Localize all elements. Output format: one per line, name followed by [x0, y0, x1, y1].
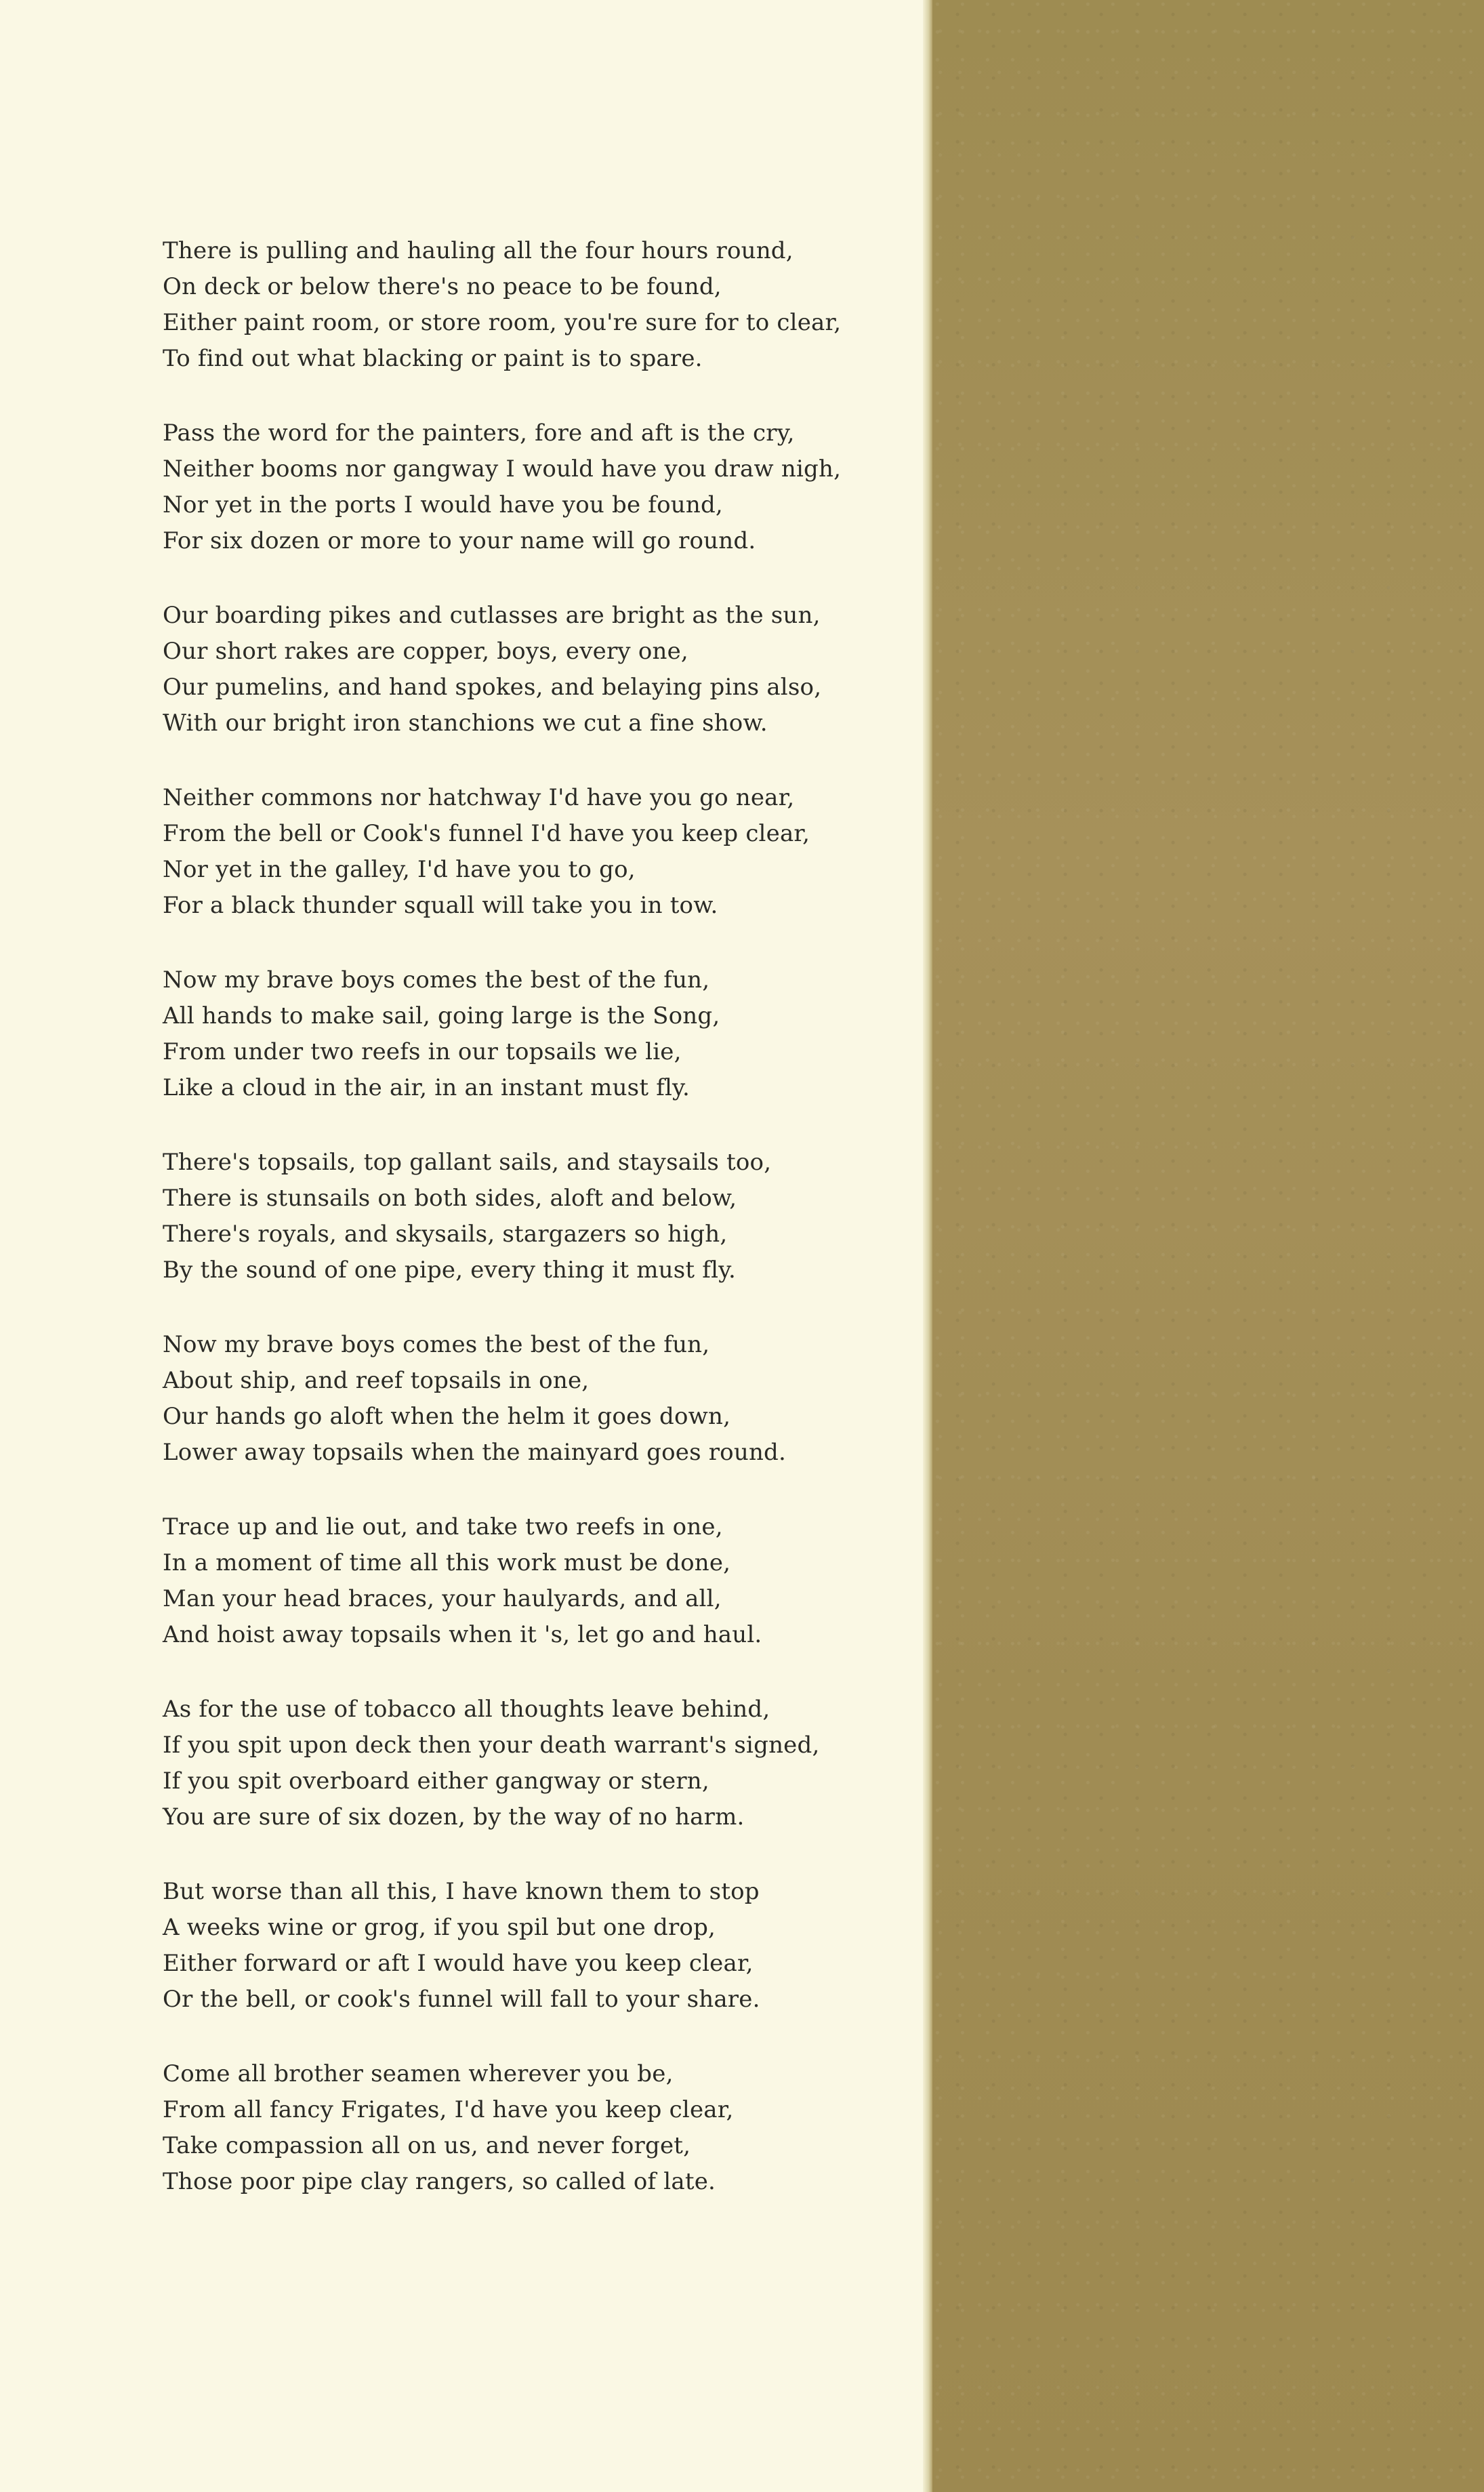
poem-line: Trace up and lie out, and take two reefs in one, [163, 1513, 723, 1540]
stanza [163, 780, 901, 924]
poem-line: If you spit overboard either gangway or stern, [163, 1768, 709, 1795]
poem-line: With our bright iron stanchions we cut a fine show. [163, 710, 768, 737]
stanza [163, 1509, 901, 1653]
poem-line: And hoist away topsails when it 's, let go and haul. [163, 1621, 762, 1648]
book-cover-board [932, 0, 1484, 2492]
poem-line: Man your head braces, your haulyards, and all, [163, 1585, 722, 1612]
stanza [163, 2056, 901, 2200]
poem-line: Our short rakes are copper, boys, every one, [163, 638, 688, 665]
stanza [163, 415, 901, 559]
poem-line: Take compassion all on us, and never forget, [163, 2132, 691, 2159]
poem-line: From the bell or Cook's funnel I'd have you keep clear, [163, 820, 810, 847]
poem-text [163, 233, 901, 2239]
poem-line: Our boarding pikes and cutlasses are bright as the sun, [163, 602, 821, 629]
poem-line: There's royals, and skysails, stargazers so high, [163, 1221, 728, 1248]
poem-line: In a moment of time all this work must be done, [163, 1549, 731, 1576]
stanza [163, 598, 901, 741]
poem-line: About ship, and reef topsails in one, [163, 1367, 590, 1394]
poem-line: Pass the word for the painters, fore and aft is the cry, [163, 420, 795, 447]
poem-line: To find out what blacking or paint is to spare. [163, 345, 703, 372]
page-edge [923, 0, 932, 2492]
poem-line: Nor yet in the galley, I'd have you to go, [163, 856, 636, 883]
poem-line: There's topsails, top gallant sails, and staysails too, [163, 1149, 772, 1176]
poem-line: Come all brother seamen wherever you be, [163, 2060, 674, 2087]
poem-line: Now my brave boys comes the best of the fun, [163, 966, 710, 994]
poem-line: From under two reefs in our topsails we lie, [163, 1038, 682, 1065]
poem-line: But worse than all this, I have known them to stop [163, 1878, 760, 1905]
poem-line: On deck or below there's no peace to be found, [163, 273, 722, 300]
poem-line: A weeks wine or grog, if you spil but one drop, [163, 1914, 716, 1941]
poem-line: Neither booms nor gangway I would have you draw nigh, [163, 455, 842, 483]
poem-line: As for the use of tobacco all thoughts leave behind, [163, 1696, 770, 1723]
poem-line: Our pumelins, and hand spokes, and belaying pins also, [163, 674, 822, 701]
poem-line: You are sure of six dozen, by the way of no harm. [163, 1803, 745, 1831]
poem-line: Nor yet in the ports I would have you be found, [163, 491, 723, 518]
stanza [163, 1145, 901, 1288]
poem-line: Now my brave boys comes the best of the fun, [163, 1331, 710, 1358]
stanza [163, 1692, 901, 1835]
poem-line: Those poor pipe clay rangers, so called of late. [163, 2168, 716, 2195]
poem-line: Like a cloud in the air, in an instant must fly. [163, 1074, 690, 1101]
stanza [163, 233, 901, 377]
stanza [163, 962, 901, 1106]
poem-line: There is pulling and hauling all the four hours round, [163, 237, 793, 264]
poem-line: All hands to make sail, going large is the Song, [163, 1002, 720, 1029]
poem-line: Either paint room, or store room, you're sure for to clear, [163, 309, 842, 336]
poem-line: Our hands go aloft when the helm it goes down, [163, 1403, 731, 1430]
poem-line: Neither commons nor hatchway I'd have you go near, [163, 784, 795, 811]
poem-line: From all fancy Frigates, I'd have you keep clear, [163, 2096, 734, 2123]
poem-line: For six dozen or more to your name will go round. [163, 527, 756, 554]
poem-line: Either forward or aft I would have you keep clear, [163, 1950, 754, 1977]
poem-line: Lower away topsails when the mainyard goes round. [163, 1439, 787, 1466]
poem-line: For a black thunder squall will take you in tow. [163, 892, 718, 919]
poem-line: There is stunsails on both sides, aloft and below, [163, 1185, 737, 1212]
stanza [163, 1874, 901, 2018]
poem-line: By the sound of one pipe, every thing it must fly. [163, 1257, 737, 1284]
poem-line: Or the bell, or cook's funnel will fall to your share. [163, 1986, 760, 2013]
stanza [163, 1327, 901, 1471]
poem-line: If you spit upon deck then your death warrant's signed, [163, 1732, 820, 1759]
